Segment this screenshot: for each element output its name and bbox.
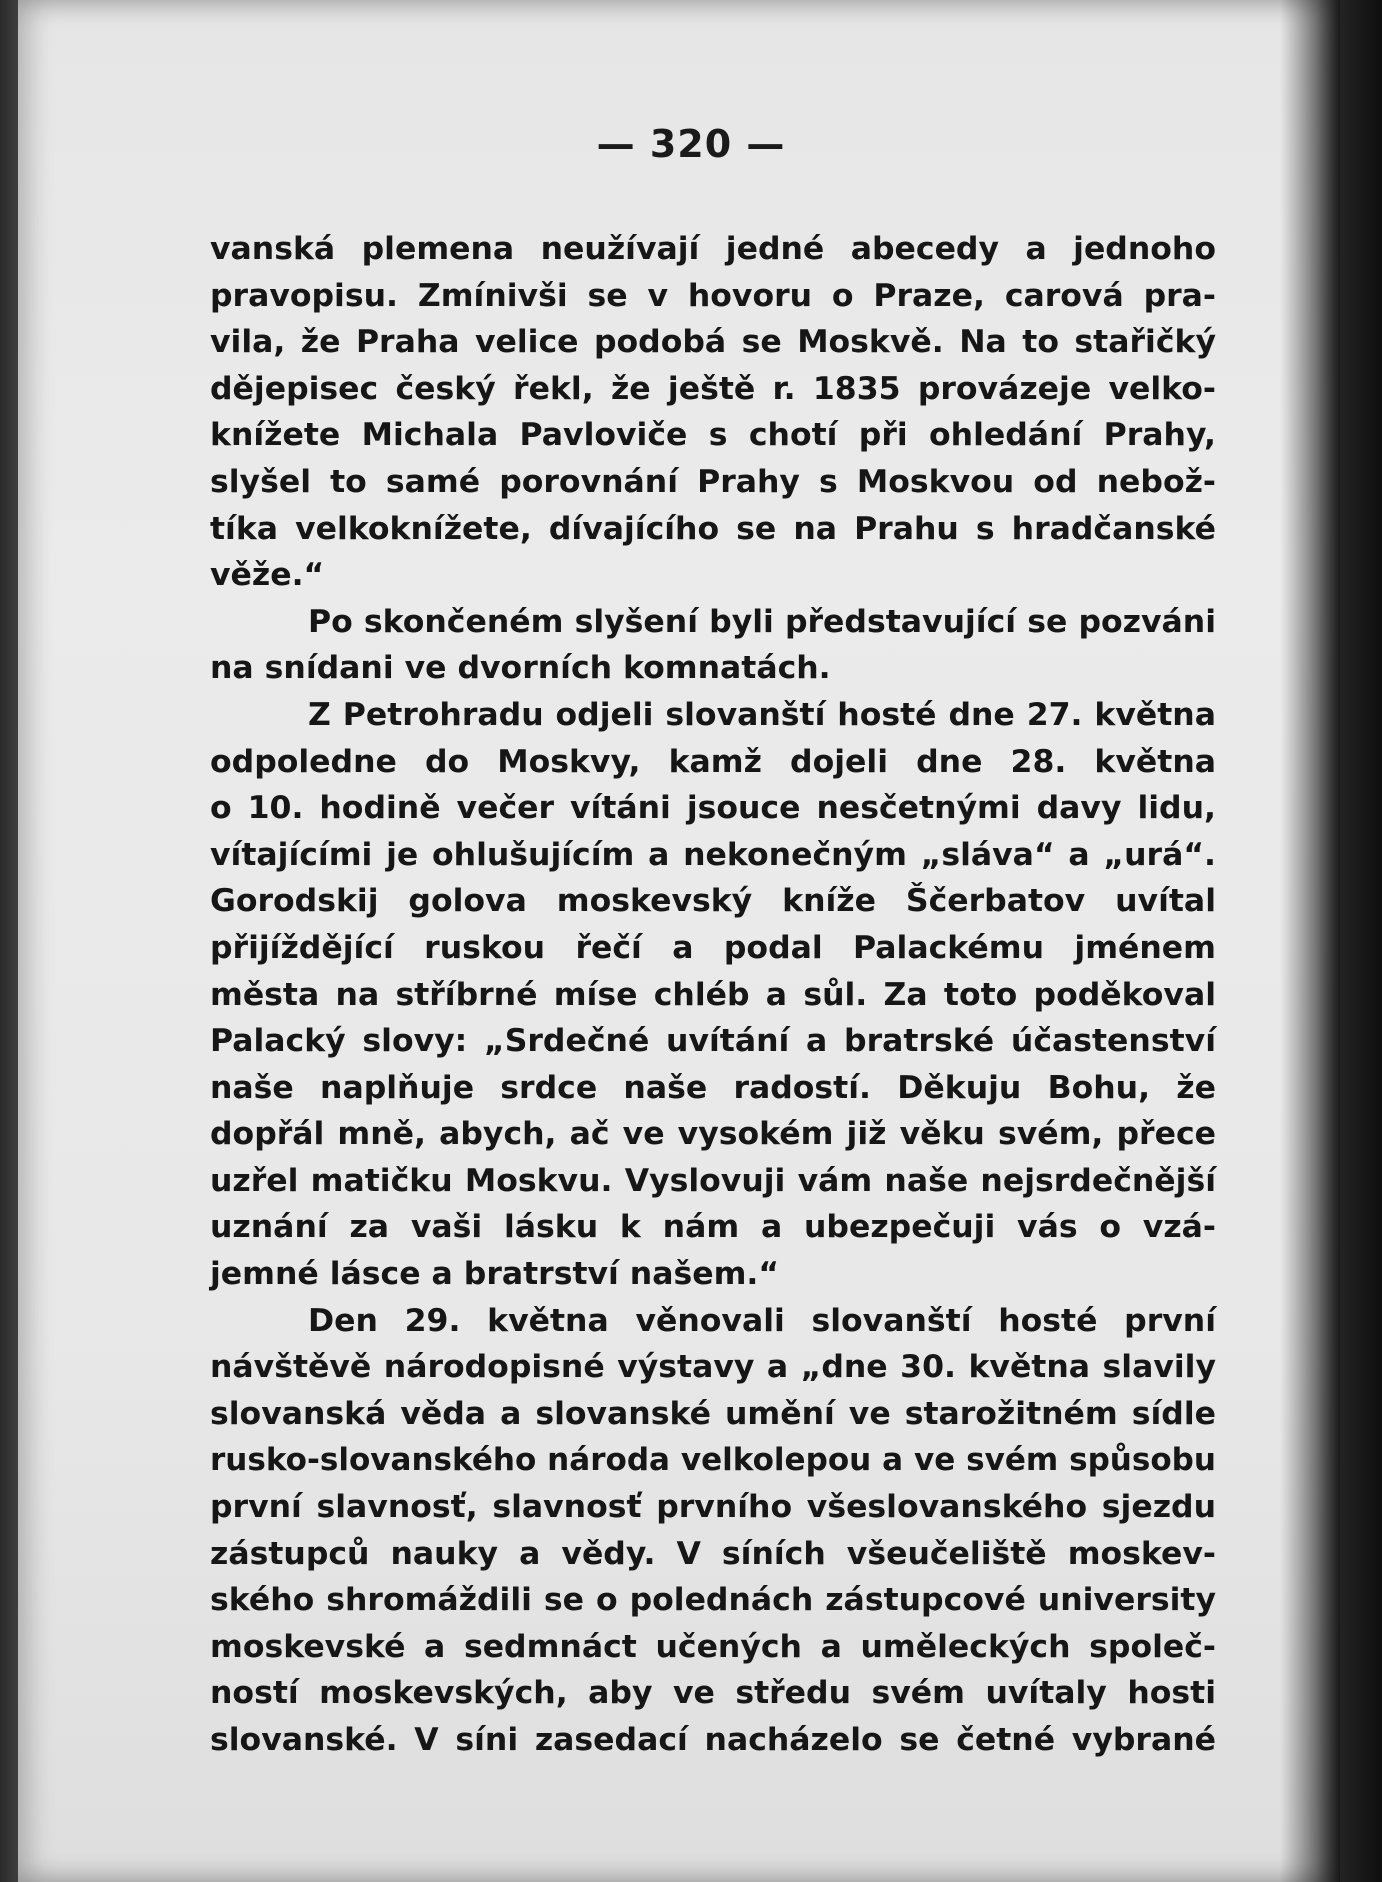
text-line: Den 29. května věnovali slovanští hosté první [308,1302,1216,1339]
text-line: odpoledne do Moskvy, kamž dojeli dne 28. května [210,743,1216,780]
text-line: jemné lásce a bratrství našem.“ [210,1256,780,1293]
text-line: dopřál mně, abych, ač ve vysokém již věku svém, přece [210,1116,1216,1153]
text-line: dějepisec český řekl, že ještě r. 1835 provázeje velko- [210,370,1216,407]
page-number: — 320 — [596,122,786,166]
text-line: slyšel to samé porovnání Prahy s Moskvou od nebož- [210,463,1216,500]
text-line: Po skončeném slyšení byli představující se pozváni [308,603,1216,640]
text-line: věže.“ [210,557,325,594]
page-shadow-edge [1280,0,1340,1882]
text-line: Z Petrohradu odjeli slovanští hosté dne 27. května [308,696,1216,733]
text-line: ského shromáždili se o polednách zástupcové university [210,1582,1216,1619]
text-line: rusko-slovanského národa velkolepou a ve svém spůsobu [210,1442,1216,1479]
text-line: první slavnosť, slavnosť prvního všeslovanského sjezdu [210,1489,1216,1526]
text-line: vila, že Praha velice podobá se Moskvě. Na to stařičký [210,324,1216,361]
text-line: Gorodskij golova moskevský kníže Ščerbatov uvítal [210,883,1216,920]
text-line: uznání za vaši lásku k nám a ubezpečuji vás o vzá- [210,1209,1216,1246]
text-line: návštěvě národopisné výstavy a „dne 30. května slavily [210,1349,1216,1386]
text-line: moskevské a sedmnáct učených a uměleckých společ- [210,1628,1216,1665]
text-line: na snídani ve dvorních komnatách. [210,650,831,687]
text-line: přijíždějící ruskou řečí a podal Palackému jménem [210,929,1216,966]
text-line: vítajícími je ohlušujícím a nekonečným „sláva“ a „urá“. [210,836,1216,873]
text-line: uzřel matičku Moskvu. Vyslovuji vám naše nejsrdečnější [210,1162,1216,1199]
text-line: zástupců nauky a vědy. V síních všeučeliště moskev- [210,1535,1216,1572]
text-line: slovanské. V síni zasedací nacházelo se četné vybrané [210,1722,1216,1758]
text-line: ností moskevských, aby ve středu svém uvítaly hosti [210,1675,1216,1712]
text-line: slovanská věda a slovanské umění ve starožitném sídle [210,1395,1216,1432]
text-line: o 10. hodině večer vítáni jsouce nesčetnými davy lidu, [210,790,1216,827]
text-line: města na stříbrné míse chléb a sůl. Za toto poděkoval [210,976,1216,1013]
text-line: knížete Michala Pavloviče s chotí při ohledání Prahy, [210,417,1216,454]
text-line: naše naplňuje srdce naše radostí. Děkuju Bohu, že [210,1069,1216,1106]
body-text [210,226,1216,1764]
text-line: vanská plemena neužívají jedné abecedy a jednoho [210,231,1216,267]
text-line: Palacký slovy: „Srdečné uvítání a bratrské účastenství [210,1023,1216,1060]
text-line: pravopisu. Zmínivši se v hovoru o Praze, carová pra- [210,277,1216,314]
text-line: tíka velkoknížete, dívajícího se na Prahu s hradčanské [210,510,1216,547]
